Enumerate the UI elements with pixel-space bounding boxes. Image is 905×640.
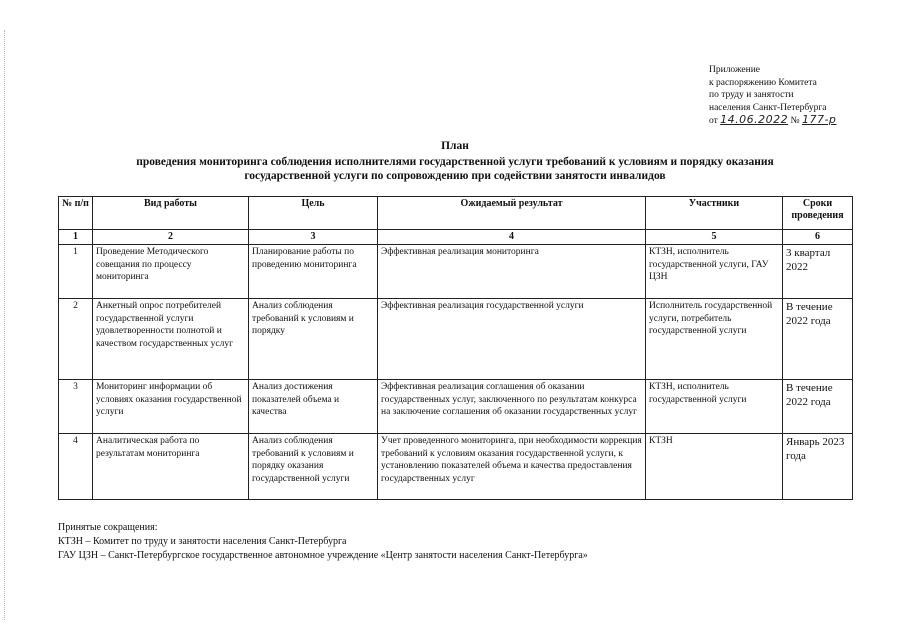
row-terms: В течение 2022 года <box>783 299 853 380</box>
from-label: от <box>709 116 718 126</box>
header-terms: Сроки проведения <box>783 197 853 230</box>
col-number: 4 <box>378 230 646 245</box>
column-number-row <box>59 230 853 245</box>
header-num: № п/п <box>59 197 93 230</box>
row-result: Учет проведенного мониторинга, при необходимости коррекция требований к условиям оказания государственной услуги, к установлению показателей объема и качества предоставления государственных услуг <box>378 434 646 500</box>
abbreviation-ktzn: КТЗН – Комитет по труду и занятости населения Санкт-Петербурга <box>58 536 347 547</box>
row-participants: КТЗН <box>646 434 783 500</box>
row-work: Аналитическая работа по результатам мониторинга <box>93 434 249 500</box>
title-line-3: государственной услуги по сопровождению при содействии занятости инвалидов <box>244 170 666 182</box>
header-goal: Цель <box>249 197 378 230</box>
number-label: № <box>790 116 800 126</box>
row-terms: Январь 2023 года <box>783 434 853 500</box>
col-number: 1 <box>59 230 93 245</box>
appendix-line-1: Приложение <box>709 65 760 75</box>
header-result: Ожидаемый результат <box>378 197 646 230</box>
row-num: 1 <box>59 245 93 299</box>
order-date: 14.06.2022 <box>720 113 789 126</box>
row-participants: Исполнитель государственной услуги, потребитель государственной услуги <box>646 299 783 380</box>
page-title: План <box>441 140 469 152</box>
col-number: 5 <box>646 230 783 245</box>
row-goal: Планирование работы по проведению мониторинга <box>249 245 378 299</box>
row-goal: Анализ соблюдения требований к условиям и порядку оказания государственной услуги <box>249 434 378 500</box>
abbreviations-heading: Принятые сокращения: <box>58 522 158 533</box>
appendix-line-2: к распоряжению Комитета <box>709 77 817 88</box>
table-row <box>59 380 853 434</box>
header-participants: Участники <box>646 197 783 230</box>
appendix-line-3: по труду и занятости <box>709 90 794 100</box>
row-work: Мониторинг информации об условиях оказания государственной услуги <box>93 380 249 434</box>
row-num: 2 <box>59 299 93 380</box>
table-row <box>59 245 853 299</box>
row-result: Эффективная реализация государственной услуги <box>378 299 646 380</box>
row-terms: 3 квартал 2022 <box>783 245 853 299</box>
table-header-row <box>59 197 853 230</box>
plan-table <box>58 196 853 500</box>
row-work: Анкетный опрос потребителей государственной услуги удовлетворенности полнотой и качеством государственных услуг <box>93 299 249 380</box>
table-row <box>59 299 853 380</box>
table-row <box>59 434 853 500</box>
abbreviation-gau-czn: ГАУ ЦЗН – Санкт-Петербургское государственное автономное учреждение «Центр занятости населения Санкт-Петербурга» <box>58 550 588 561</box>
row-work: Проведение Методического совещания по процессу мониторинга <box>93 245 249 299</box>
row-goal: Анализ достижения показателей объема и качества <box>249 380 378 434</box>
appendix-block <box>709 64 899 128</box>
row-result: Эффективная реализация мониторинга <box>378 245 646 299</box>
appendix-date-line <box>709 114 899 128</box>
row-participants: КТЗН, исполнитель государственной услуги, ГАУ ЦЗН <box>646 245 783 299</box>
abbreviations-block <box>58 521 588 563</box>
appendix-line-4: населения Санкт-Петербурга <box>709 102 827 113</box>
order-number: 177-р <box>801 113 837 126</box>
row-num: 4 <box>59 434 93 500</box>
row-num: 3 <box>59 380 93 434</box>
title-line-2: проведения мониторинга соблюдения исполнителями государственной услуги требований к условиям и порядку оказания <box>136 156 774 168</box>
row-goal: Анализ соблюдения требований к условиям и порядку <box>249 299 378 380</box>
row-terms: В течение 2022 года <box>783 380 853 434</box>
scan-edge <box>4 30 6 620</box>
row-participants: КТЗН, исполнитель государственной услуги <box>646 380 783 434</box>
header-work: Вид работы <box>93 197 249 230</box>
row-result: Эффективная реализация соглашения об оказании государственных услуг, заключенного по результатам конкурса на заключение соглашения об оказании государственных услуг <box>378 380 646 434</box>
col-number: 2 <box>93 230 249 245</box>
col-number: 6 <box>783 230 853 245</box>
col-number: 3 <box>249 230 378 245</box>
